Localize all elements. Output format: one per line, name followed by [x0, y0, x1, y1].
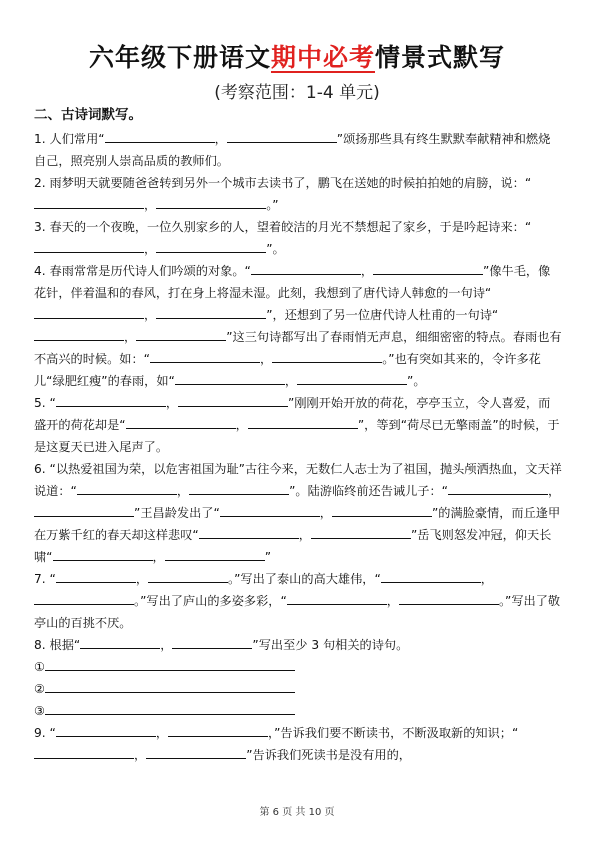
title-part2: 情景式默写 [375, 43, 506, 72]
question-3: 3. 春天的一个夜晚，一位久别家乡的人，望着皎洁的月光不禁想起了家乡，于是吟起诗来：“， ”。 [34, 220, 532, 256]
blank [136, 328, 226, 341]
blank [156, 196, 266, 209]
blank [199, 526, 299, 539]
blank [156, 240, 266, 253]
blank [34, 328, 124, 341]
blank [297, 372, 407, 385]
page-footer: 第 6 页 共 10 页 [259, 807, 335, 818]
question-1: 1. 人们常用“ ， ”颂扬那些具有终生默默奉献精神和燃烧自己，照亮别人崇高品质的教师们。 [34, 132, 551, 168]
blank [34, 592, 134, 605]
blank [80, 636, 160, 649]
blank [56, 570, 136, 583]
blank [251, 262, 361, 275]
blank [227, 130, 337, 143]
blank [311, 526, 411, 539]
blank [45, 656, 295, 671]
title-part1: 六年级下册语文 [88, 43, 271, 72]
blank [45, 678, 295, 693]
blank [248, 416, 358, 429]
blank [34, 746, 134, 759]
blank [148, 570, 228, 583]
blank [272, 350, 382, 363]
blank [105, 130, 215, 143]
question-6: 6. “以热爱祖国为荣，以危害祖国为耻”古往今来，无数仁人志士为了祖国，抛头颅洒热血，文天祥说道：“ ， ”。陆游临终前还告诫儿子：“ ，”王昌龄发出了“ ， ”的满脸豪情，而丘逢甲在万紫千红的春天却这样悲叹“ ， ”岳飞则怒发冲冠，仰天长啸“ ， ” [34, 462, 562, 564]
blank [168, 724, 268, 737]
title-highlight: 期中必考 [270, 43, 375, 72]
blank [175, 372, 285, 385]
blank [220, 504, 320, 517]
blank [287, 592, 387, 605]
blank [373, 262, 483, 275]
blank [56, 724, 156, 737]
content [34, 104, 562, 766]
blank [126, 416, 236, 429]
question-8: 8. 根据“ ， ”写出至少 3 句相关的诗句。 [34, 638, 409, 652]
blank [172, 636, 252, 649]
blank [399, 592, 499, 605]
blank [45, 700, 295, 715]
blank [165, 548, 265, 561]
blank [53, 548, 153, 561]
answer-line-1: ① [34, 656, 562, 678]
page-title [0, 38, 594, 74]
blank [146, 746, 246, 759]
question-5: 5. “ ， ”刚刚开始开放的荷花，亭亭玉立，令人喜爱，而盛开的荷花却是“ ， ”，等到“荷尽已无擎雨盖”的时候，于是这夏天已进入尾声了。 [34, 396, 560, 454]
page-subtitle: (考察范围：1-4 单元) [214, 83, 380, 103]
blank [381, 570, 481, 583]
blank [34, 240, 144, 253]
blank [56, 394, 166, 407]
blank [189, 482, 289, 495]
blank [34, 196, 144, 209]
question-7: 7. “ ， 。”写出了泰山的高大雄伟，“ ，。”写出了庐山的多姿多彩，“ ， 。”写出了敬亭山的百挑不厌。 [34, 572, 561, 630]
question-2: 2. 雨梦明天就要随爸爸转到另外一个城市去读书了，鹏飞在送她的时候拍拍她的肩膀，说：“， 。” [34, 176, 532, 212]
blank [150, 350, 260, 363]
blank [332, 504, 432, 517]
section-heading: 二、古诗词默写。 [34, 107, 142, 123]
question-9: 9. “ ， ，”告诉我们要不断读书，不断汲取新的知识；“， ”告诉我们死读书是没有用的， [34, 726, 519, 762]
question-4: 4. 春雨常常是历代诗人们吟颂的对象。“ ， ”像牛毛，像花针，伴着温和的春风，打在身上将湿未湿。此刻，我想到了唐代诗人韩愈的一句诗“， ”，还想到了另一位唐代诗人杜甫的一句诗“， ”这三句诗都写出了春雨悄无声息，细细密密的特点。春雨也有不高兴的时候。如：“ ， 。”也有突如其来的，令许多花儿“绿肥红瘦”的春雨，如“ ， ”。 [34, 264, 562, 388]
blank [77, 482, 177, 495]
blank [34, 504, 134, 517]
blank [34, 306, 144, 319]
blank [448, 482, 548, 495]
blank [178, 394, 288, 407]
answer-line-2: ② [34, 678, 562, 700]
answer-line-3: ③ [34, 700, 562, 722]
blank [156, 306, 266, 319]
